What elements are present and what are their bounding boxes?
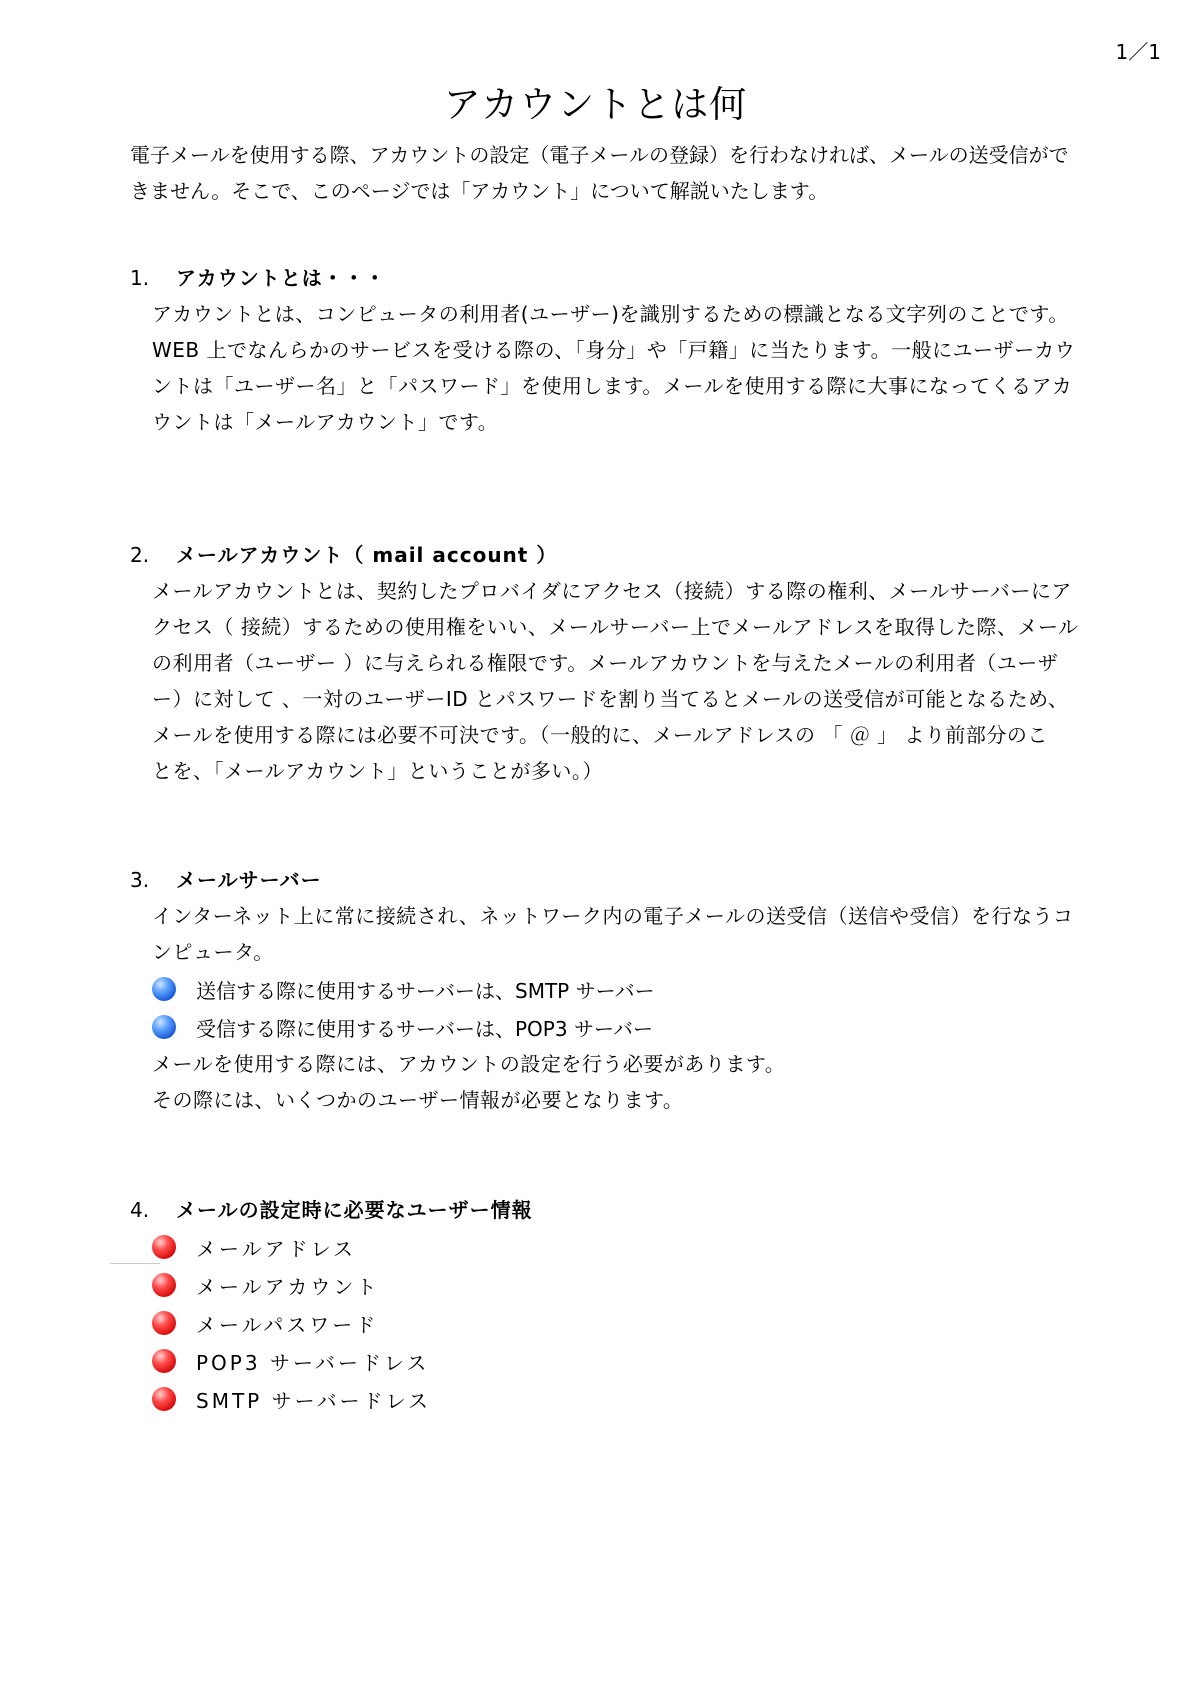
body-line: WEB 上でなんらかのサービスを受ける際の、「身分」や「戸籍」に当たります。一般にユーザーカウ (152, 338, 1076, 362)
red-bullet-icon (152, 1349, 176, 1373)
section-title: メールサーバー (176, 868, 322, 892)
section-body (152, 296, 1170, 440)
body-line: その際には、いくつかのユーザー情報が必要となります。 (152, 1088, 684, 1112)
section-number: 1. (130, 266, 150, 290)
body-line: メールを使用する際には必要不可決です。（一般的に、メールアドレスの 「 ＠ 」 より前部分のこ (152, 723, 1048, 747)
section-body (152, 573, 1170, 789)
intro-paragraph (130, 137, 1170, 209)
bullet-text: メールアカウント (196, 1274, 380, 1299)
intro-line: 電子メールを使用する際、アカウントの設定（電子メールの登録）を行わなければ、メールの送受信がで (130, 143, 1069, 167)
section-mail-server (130, 862, 1170, 1118)
intro-line: きません。そこで、このページでは「アカウント」について解説いたします。 (130, 179, 829, 203)
body-line: ントは「ユーザー名」と「パスワード」を使用します。メールを使用する際に大事になってくるアカ (152, 374, 1073, 398)
bullet-item (152, 1008, 1170, 1046)
section-body (152, 898, 1170, 970)
body-line: の利用者（ユーザー ）に与えられる権限です。メールアカウントを与えたメールの利用者（ユーザ (152, 651, 1059, 675)
section-heading (130, 1192, 1170, 1228)
body-line: ンピュータ。 (152, 940, 274, 964)
red-bullet-icon (152, 1235, 176, 1259)
page-title: アカウントとは何 (443, 83, 748, 126)
section-number: 2. (130, 543, 150, 567)
divider (110, 1263, 160, 1264)
section-heading (130, 862, 1170, 898)
page-number: 1／1 (1115, 40, 1161, 64)
blue-bullet-icon (152, 1015, 176, 1039)
red-bullet-icon (152, 1311, 176, 1335)
body-line: ウントは「メールアカウント」です。 (152, 410, 499, 434)
body-line: クセス（ 接続）するための使用権をいい、メールサーバー上でメールアドレスを取得した際、メール (152, 615, 1079, 639)
bullet-text: メールアドレス (196, 1236, 356, 1261)
section-title: アカウントとは・・・ (176, 266, 386, 290)
section-number: 4. (130, 1198, 150, 1222)
red-bullet-icon (152, 1387, 176, 1411)
section-mail-account (130, 537, 1170, 789)
body-line: ー）に対して 、一対のユーザーID とパスワードを割り当てるとメールの送受信が可能となるため、 (152, 687, 1069, 711)
section-user-info (130, 1192, 1170, 1418)
bullet-item (152, 1228, 1170, 1266)
section-number: 3. (130, 868, 150, 892)
body-line: メールを使用する際には、アカウントの設定を行う必要があります。 (152, 1052, 786, 1076)
section-body (152, 1046, 1170, 1118)
bullet-item (152, 1380, 1170, 1418)
body-line: アカウントとは、コンピュータの利用者(ユーザー)を識別するための標識となる文字列のことです。 (152, 302, 1069, 326)
bullet-item (152, 1266, 1170, 1304)
section-title: メールアカウント（ mail account ） (176, 543, 558, 567)
bullet-text: メールパスワード (196, 1312, 379, 1337)
section-title: メールの設定時に必要なユーザー情報 (176, 1198, 533, 1222)
section-heading (130, 537, 1170, 573)
bullet-text: 送信する際に使用するサーバーは、SMTP サーバー (196, 978, 655, 1003)
bullet-text: POP3 サーバードレス (196, 1350, 430, 1375)
bullet-item (152, 1342, 1170, 1380)
bullet-text: SMTP サーバードレス (196, 1388, 431, 1413)
section-account (130, 260, 1170, 440)
section-heading (130, 260, 1170, 296)
blue-bullet-icon (152, 977, 176, 1001)
body-line: インターネット上に常に接続され、ネットワーク内の電子メールの送受信（送信や受信）を行なうコ (152, 904, 1074, 928)
bullet-item (152, 970, 1170, 1008)
body-line: とを、「メールアカウント」ということが多い。） (152, 759, 603, 783)
red-bullet-icon (152, 1273, 176, 1297)
bullet-item (152, 1304, 1170, 1342)
bullet-text: 受信する際に使用するサーバーは、POP3 サーバー (196, 1016, 653, 1041)
body-line: メールアカウントとは、契約したプロバイダにアクセス（接続）する際の権利、メールサーバーにア (152, 579, 1072, 603)
